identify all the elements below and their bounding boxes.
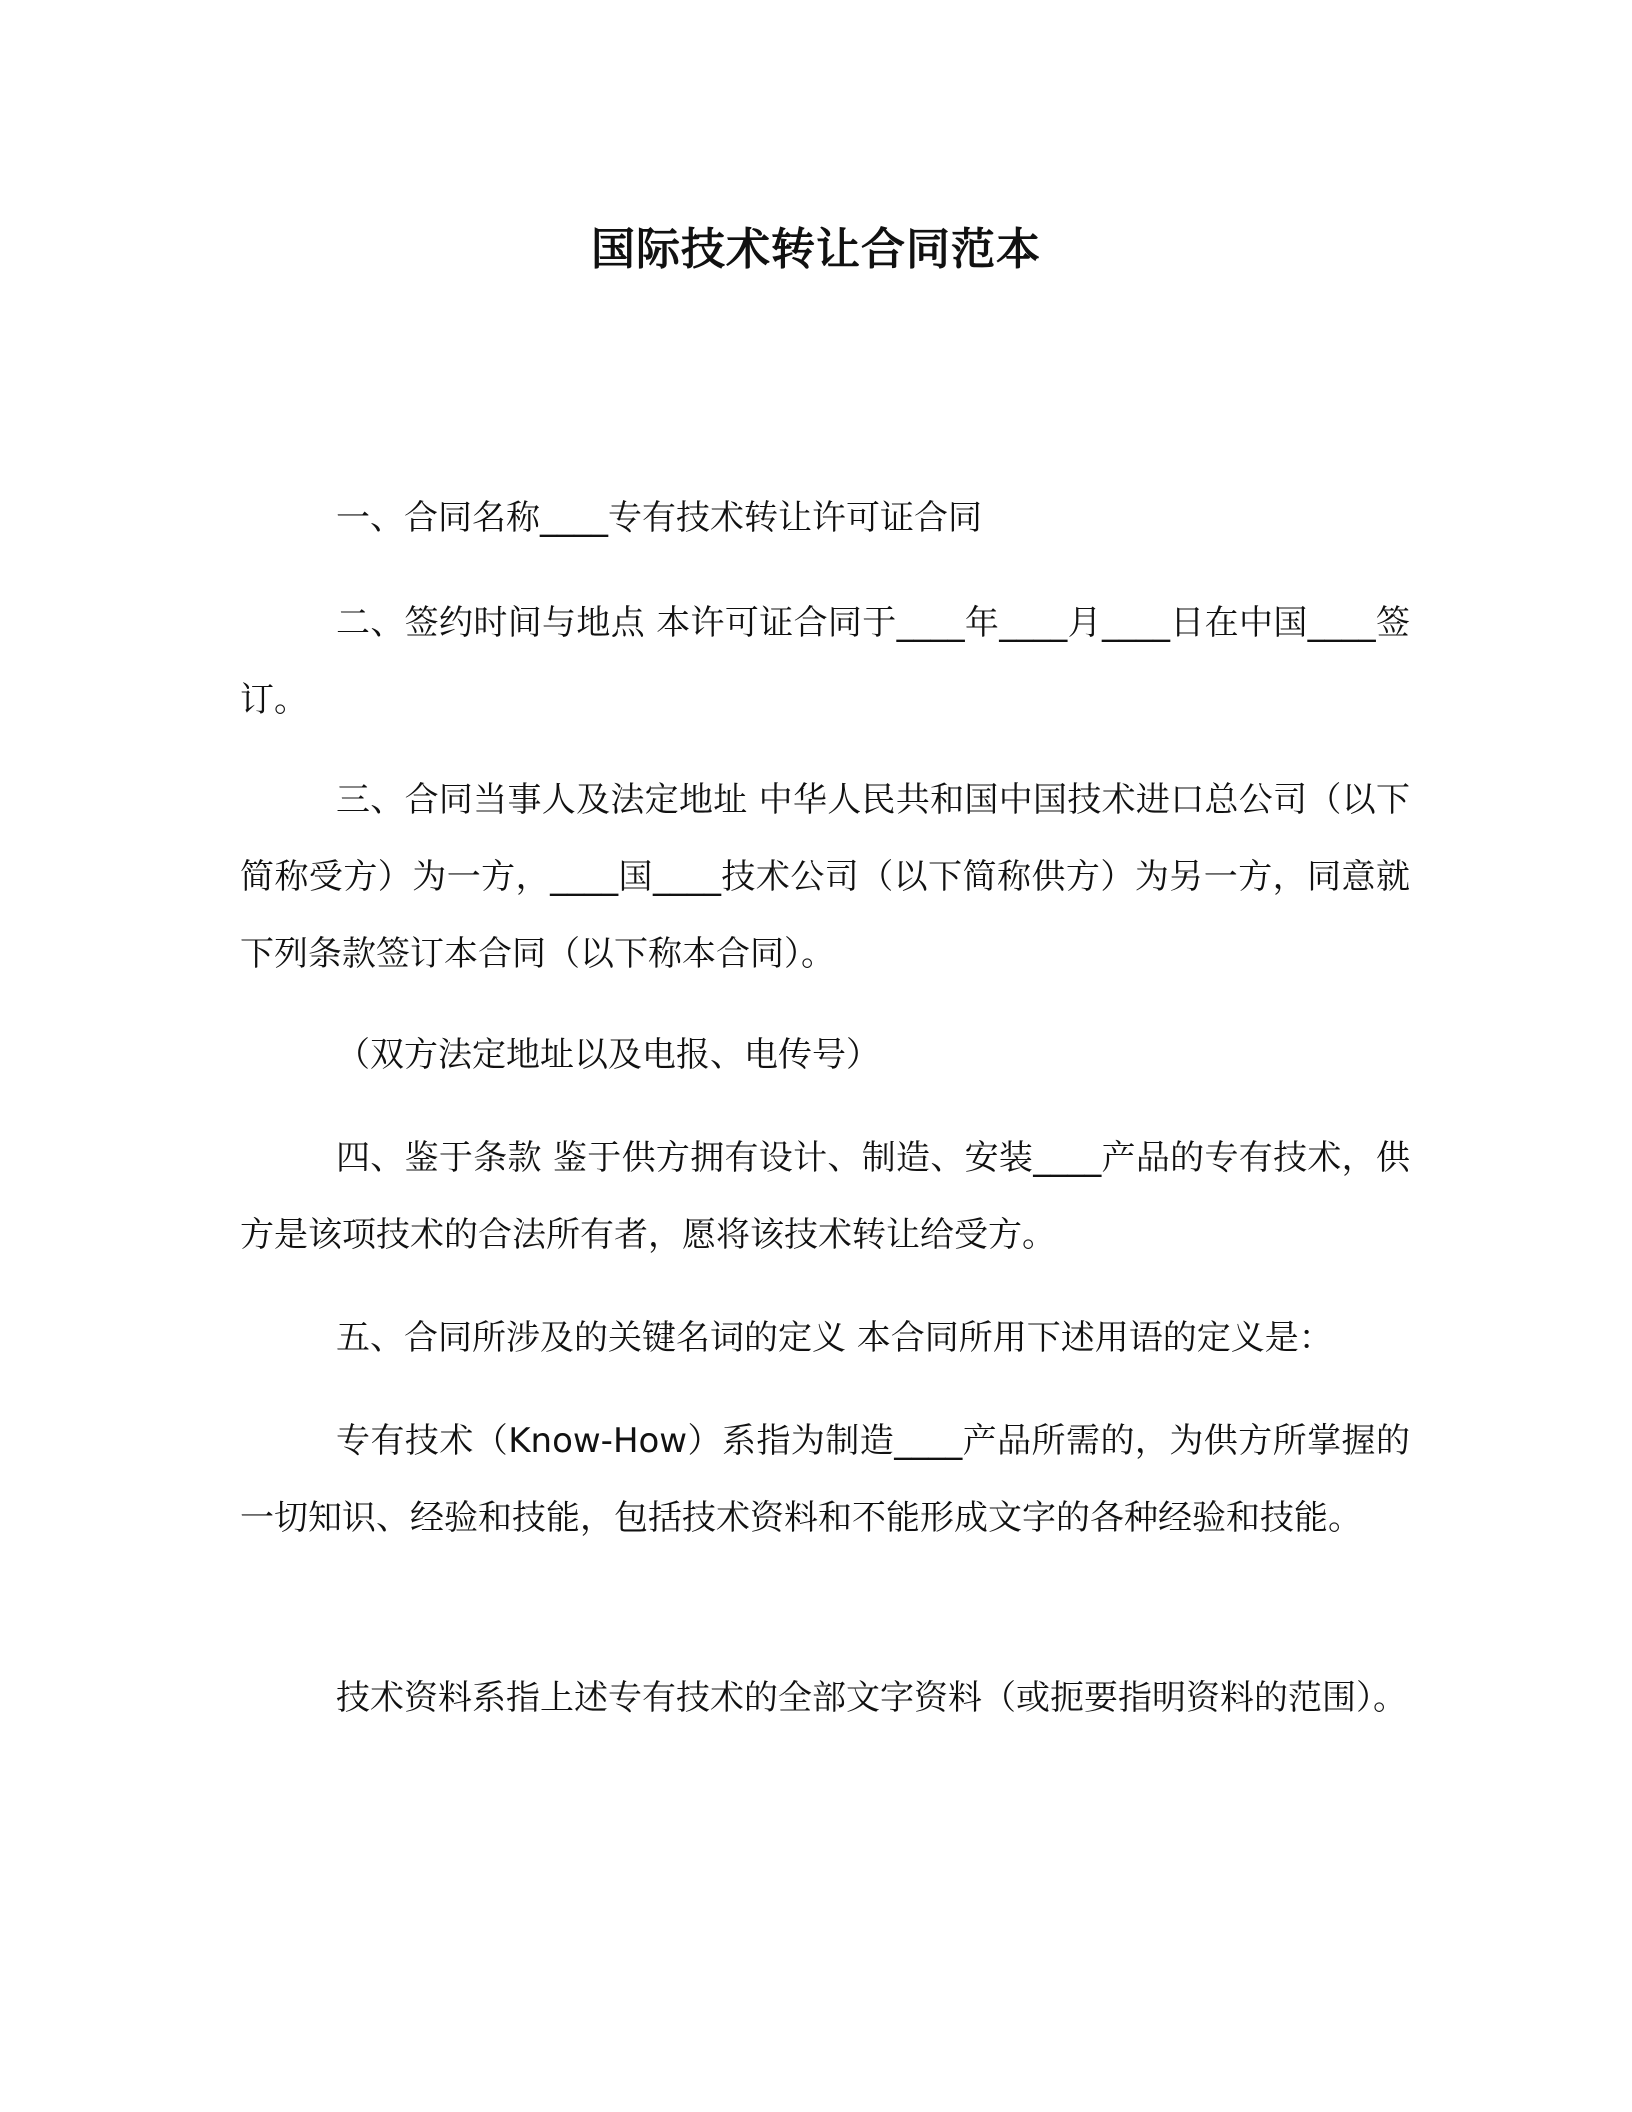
definition-know-how: 专有技术（Know-How）系指为制造____产品所需的，为供方所掌握的一切知识、经验和技能，包括技术资料和不能形成文字的各种经验和技能。 <box>240 1421 1410 1538</box>
clause-1-contract-name: 一、合同名称____专有技术转让许可证合同 <box>336 498 982 538</box>
clause-4-whereas: 四、鉴于条款 鉴于供方拥有设计、制造、安装____产品的专有技术，供方是该项技术的合法所有者，愿将该技术转让给受方。 <box>240 1138 1410 1255</box>
clause-5-definitions: 五、合同所涉及的关键名词的定义 本合同所用下述用语的定义是： <box>336 1318 1333 1358</box>
document-title: 国际技术转让合同范本 <box>591 224 1041 275</box>
definition-technical-documents: 技术资料系指上述专有技术的全部文字资料（或扼要指明资料的范围）。 <box>336 1678 1407 1718</box>
clause-3-parties: 三、合同当事人及法定地址 中华人民共和国中国技术进口总公司（以下简称受方）为一方，____国____技术公司（以下简称供方）为另一方，同意就下列条款签订本合同（以下称本合同）。 <box>240 780 1410 974</box>
clause-2-signing-time-place: 二、签约时间与地点 本许可证合同于____年____月____日在中国____签订。 <box>240 603 1410 720</box>
clause-3-address-note: （双方法定地址以及电报、电传号） <box>336 1035 880 1075</box>
